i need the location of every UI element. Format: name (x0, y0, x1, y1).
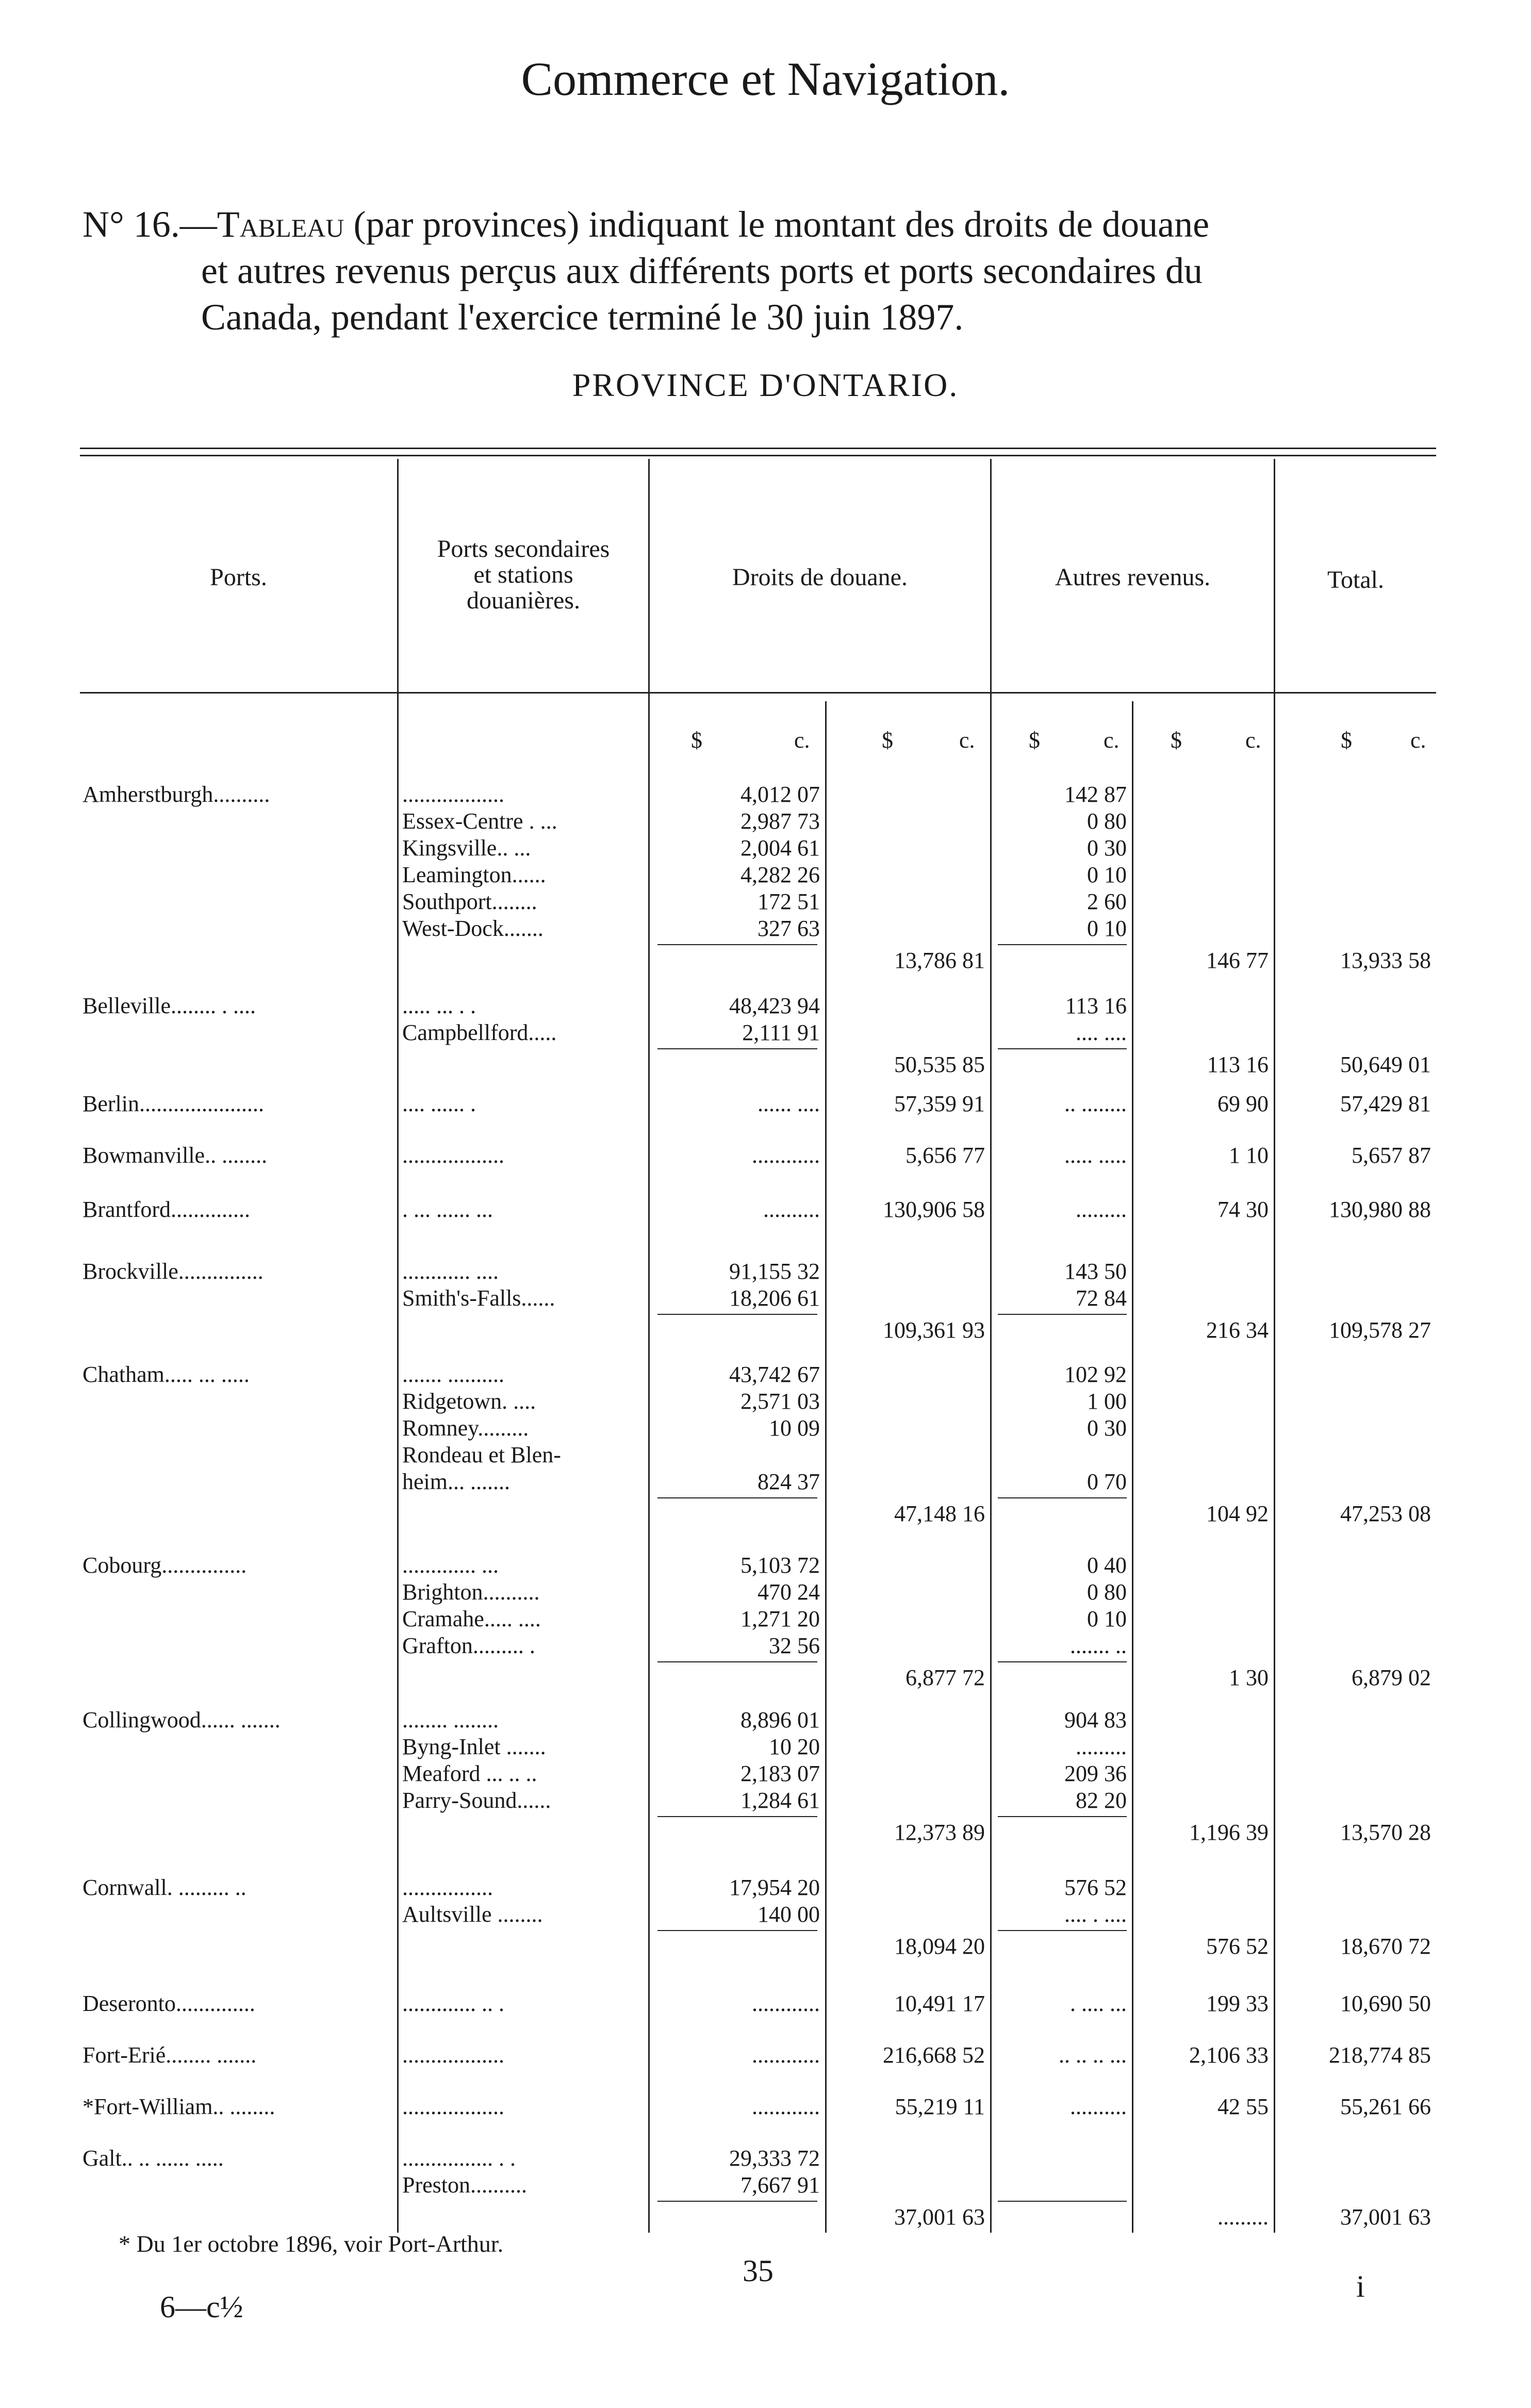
customs-total: 37,001 63 (894, 2204, 985, 2230)
unit-dollar-customs: $ (691, 728, 702, 753)
customs-total: 47,148 16 (894, 1501, 985, 1526)
table-caption (83, 201, 1444, 340)
grand-total: 13,933 58 (1340, 948, 1431, 973)
other-value: 576 52 (1064, 1875, 1127, 1900)
other-value: 142 87 (1064, 782, 1127, 807)
other-value: 0 10 (1087, 1606, 1127, 1631)
customs-value: ............ (752, 1991, 820, 2016)
other-value: 0 80 (1087, 1579, 1127, 1605)
page-title: Commerce et Navigation. (521, 53, 1010, 105)
col-divider-customs (990, 459, 992, 2233)
customs-total: 50,535 85 (894, 1052, 985, 1077)
customs-value: 91,155 32 (729, 1259, 820, 1284)
secondary-port-name: ..... ... . . (402, 993, 476, 1018)
other-value: 72 84 (1076, 1285, 1127, 1311)
grand-total: 13,570 28 (1340, 1820, 1431, 1845)
customs-total: 10,491 17 (894, 1991, 985, 2016)
grand-total: 50,649 01 (1340, 1052, 1431, 1077)
customs-value: .......... (763, 1197, 820, 1222)
secondary-port-name: Preston.......... (402, 2172, 527, 2198)
grand-total: 57,429 81 (1340, 1091, 1431, 1116)
other-total: 576 52 (1206, 1934, 1269, 1959)
port-name: Collingwood...... ....... (83, 1707, 281, 1733)
customs-value: 7,667 91 (740, 2172, 820, 2198)
customs-total: 109,361 93 (883, 1317, 985, 1343)
other-subtotal-rule (998, 1930, 1127, 1931)
customs-total: 18,094 20 (894, 1934, 985, 1959)
table-word: Tableau (217, 204, 344, 245)
port-name: Deseronto.............. (83, 1991, 255, 2016)
secondary-port-name: .................. (402, 782, 504, 807)
customs-subtotal-rule (657, 2201, 817, 2202)
port-name: Cobourg............... (83, 1553, 247, 1578)
other-total: 1,196 39 (1189, 1820, 1269, 1845)
other-value: 2 60 (1087, 889, 1127, 914)
col-header-secondary-line1: Ports secondaires (437, 535, 610, 563)
col-header-customs: Droits de douane. (732, 564, 908, 591)
unit-dollar-customs-total: $ (882, 728, 893, 753)
other-value: 0 10 (1087, 916, 1127, 941)
col-header-secondary-line3: douanières. (467, 587, 580, 614)
other-value: 82 20 (1076, 1788, 1127, 1813)
secondary-port-name: Meaford ... .. .. (402, 1761, 537, 1786)
customs-subtotal-rule (657, 1930, 817, 1931)
other-value: 1 00 (1087, 1389, 1127, 1414)
unit-cent-customs: c. (794, 728, 810, 753)
other-value: .... . .... (1064, 1902, 1127, 1927)
customs-value: 1,271 20 (740, 1606, 820, 1631)
grand-total: 47,253 08 (1340, 1501, 1431, 1526)
col-header-ports: Ports. (210, 564, 267, 591)
secondary-port-name: Parry-Sound...... (402, 1788, 551, 1813)
other-value: .. ........ (1064, 1091, 1127, 1116)
other-total: 113 16 (1207, 1052, 1269, 1077)
col-divider-customs-sub (825, 701, 827, 2233)
customs-total: 55,219 11 (895, 2094, 985, 2119)
col-header-secondary-line2: et stations (473, 561, 573, 588)
other-value: 0 10 (1087, 862, 1127, 887)
port-name: Bowmanville.. ........ (83, 1143, 268, 1168)
grand-total: 10,690 50 (1340, 1991, 1431, 2016)
caption-line-3: Canada, pendant l'exercice terminé le 30 juin 1897. (201, 296, 964, 338)
port-name: Belleville........ . .... (83, 993, 256, 1018)
secondary-port-name: .................. (402, 2042, 504, 2068)
other-subtotal-rule (998, 1816, 1127, 1817)
other-subtotal-rule (998, 2201, 1127, 2202)
port-name: Cornwall. ......... .. (83, 1875, 246, 1900)
port-name: Brockville............... (83, 1259, 264, 1284)
col-header-secondary (399, 536, 648, 614)
secondary-port-name: .................. (402, 1143, 504, 1168)
customs-subtotal-rule (657, 1661, 817, 1662)
customs-value: 10 09 (769, 1415, 820, 1441)
grand-total: 55,261 66 (1340, 2094, 1431, 2119)
customs-subtotal-rule (657, 1816, 817, 1817)
customs-value: 2,987 73 (740, 809, 820, 834)
other-subtotal-rule (998, 1497, 1127, 1498)
port-name: Berlin...................... (83, 1091, 264, 1116)
unit-cent-total: c. (1410, 728, 1426, 753)
col-divider-ports (397, 459, 399, 2233)
secondary-port-name: ............. ... (402, 1553, 499, 1578)
table-top-rule-2 (80, 455, 1436, 456)
other-value: 102 92 (1064, 1362, 1127, 1387)
col-divider-other (1274, 459, 1275, 2233)
secondary-port-name: Kingsville.. ... (402, 835, 531, 861)
province-heading: PROVINCE D'ONTARIO. (572, 367, 959, 403)
col-divider-secondary (648, 459, 650, 2233)
customs-total: 216,668 52 (883, 2042, 985, 2068)
unit-cent-other-total: c. (1245, 728, 1261, 753)
customs-value: 29,333 72 (729, 2146, 820, 2171)
secondary-port-name: heim... ....... (402, 1469, 510, 1494)
customs-value: 48,423 94 (729, 993, 820, 1018)
other-total: 104 92 (1206, 1501, 1269, 1526)
secondary-port-name: Ridgetown. .... (402, 1389, 536, 1414)
other-value: ....... .. (1070, 1633, 1127, 1658)
secondary-port-name: . ... ...... ... (402, 1197, 493, 1222)
secondary-port-name: ................ . . (402, 2146, 516, 2171)
other-value: ..... ..... (1064, 1143, 1127, 1168)
secondary-port-name: West-Dock....... (402, 916, 544, 941)
caption-line-2: et autres revenus perçus aux différents ports et ports secondaires du (201, 250, 1203, 291)
other-subtotal-rule (998, 1661, 1127, 1662)
grand-total: 130,980 88 (1329, 1197, 1431, 1222)
other-total: 74 30 (1217, 1197, 1269, 1222)
customs-value: 4,282 26 (740, 862, 820, 887)
customs-value: 8,896 01 (740, 1707, 820, 1733)
other-value: .. .. .. ... (1059, 2042, 1127, 2068)
other-value: 904 83 (1064, 1707, 1127, 1733)
customs-value: ...... .... (758, 1091, 820, 1116)
secondary-port-name: ....... .......... (402, 1362, 504, 1387)
secondary-port-name: .... ...... . (402, 1091, 476, 1116)
port-name: Amherstburgh.......... (83, 782, 270, 807)
grand-total: 18,670 72 (1340, 1934, 1431, 1959)
other-total: 2,106 33 (1189, 2042, 1269, 2068)
customs-value: 2,004 61 (740, 835, 820, 861)
other-value: .......... (1070, 2094, 1127, 2119)
right-margin-mark: i (1356, 2269, 1365, 2303)
secondary-port-name: Romney......... (402, 1415, 529, 1441)
customs-value: 10 20 (769, 1734, 820, 1759)
other-total: 1 10 (1229, 1143, 1269, 1168)
other-value: . .... ... (1070, 1991, 1127, 2016)
port-name: *Fort-William.. ........ (83, 2094, 275, 2119)
other-value: 113 16 (1065, 993, 1127, 1018)
other-total: 199 33 (1206, 1991, 1269, 2016)
other-value: 0 80 (1087, 809, 1127, 834)
customs-subtotal-rule (657, 1314, 817, 1315)
secondary-port-name: ............ .... (402, 1259, 499, 1284)
grand-total: 218,774 85 (1329, 2042, 1431, 2068)
secondary-port-name: Essex-Centre . ... (402, 809, 557, 834)
customs-value: 4,012 07 (740, 782, 820, 807)
port-name: Brantford.............. (83, 1197, 251, 1222)
col-divider-other-sub (1132, 701, 1133, 2233)
table-number: N° 16.— (83, 204, 217, 245)
secondary-port-name: Grafton......... . (402, 1633, 535, 1658)
other-total: 42 55 (1217, 2094, 1269, 2119)
customs-value: 470 24 (758, 1579, 820, 1605)
customs-value: ............ (752, 1143, 820, 1168)
customs-value: ............ (752, 2094, 820, 2119)
customs-total: 57,359 91 (894, 1091, 985, 1116)
secondary-port-name: ........ ........ (402, 1707, 499, 1733)
other-total: 1 30 (1229, 1665, 1269, 1690)
customs-value: 824 37 (758, 1469, 820, 1494)
unit-dollar-other-total: $ (1171, 728, 1182, 753)
customs-value: 172 51 (758, 889, 820, 914)
customs-total: 5,656 77 (906, 1143, 985, 1168)
customs-value: ............ (752, 2042, 820, 2068)
other-value: ......... (1076, 1197, 1127, 1222)
other-value: 143 50 (1064, 1259, 1127, 1284)
table-top-rule-1 (80, 448, 1436, 449)
unit-dollar-total: $ (1341, 728, 1352, 753)
other-subtotal-rule (998, 1048, 1127, 1049)
customs-value: 32 56 (769, 1633, 820, 1658)
other-value: ......... (1076, 1734, 1127, 1759)
other-total: 216 34 (1206, 1317, 1269, 1343)
secondary-port-name: Smith's-Falls...... (402, 1285, 555, 1311)
header-bottom-rule (80, 692, 1436, 694)
other-total: ......... (1217, 2204, 1269, 2230)
secondary-port-name: Brighton.......... (402, 1579, 540, 1605)
page-number: 35 (743, 2254, 773, 2288)
grand-total: 109,578 27 (1329, 1317, 1431, 1343)
customs-value: 17,954 20 (729, 1875, 820, 1900)
secondary-port-name: Leamington...... (402, 862, 546, 887)
other-subtotal-rule (998, 944, 1127, 945)
customs-value: 140 00 (758, 1902, 820, 1927)
customs-total: 130,906 58 (883, 1197, 985, 1222)
customs-value: 5,103 72 (740, 1553, 820, 1578)
customs-subtotal-rule (657, 1048, 817, 1049)
other-value: 209 36 (1064, 1761, 1127, 1786)
customs-value: 2,183 07 (740, 1761, 820, 1786)
customs-value: 2,571 03 (740, 1389, 820, 1414)
col-header-total: Total. (1327, 566, 1384, 593)
customs-total: 13,786 81 (894, 948, 985, 973)
port-name: Fort-Erié........ ....... (83, 2042, 257, 2068)
other-subtotal-rule (998, 1314, 1127, 1315)
customs-total: 12,373 89 (894, 1820, 985, 1845)
customs-value: 1,284 61 (740, 1788, 820, 1813)
customs-subtotal-rule (657, 1497, 817, 1498)
secondary-port-name: Aultsville ........ (402, 1902, 543, 1927)
customs-value: 43,742 67 (729, 1362, 820, 1387)
secondary-port-name: Rondeau et Blen- (402, 1442, 561, 1467)
other-total: 146 77 (1206, 948, 1269, 973)
secondary-port-name: ............. .. . (402, 1991, 504, 2016)
customs-total: 6,877 72 (906, 1665, 985, 1690)
secondary-port-name: ................ (402, 1875, 493, 1900)
grand-total: 5,657 87 (1352, 1143, 1431, 1168)
unit-cent-other: c. (1104, 728, 1120, 753)
caption-line-1 (83, 201, 1444, 248)
unit-dollar-other: $ (1029, 728, 1040, 753)
secondary-port-name: .................. (402, 2094, 504, 2119)
caption-text-1: (par provinces) indiquant le montant des droits de douane (353, 204, 1210, 245)
port-name: Chatham..... ... ..... (83, 1362, 250, 1387)
unit-cent-customs-total: c. (959, 728, 975, 753)
grand-total: 6,879 02 (1352, 1665, 1431, 1690)
customs-subtotal-rule (657, 944, 817, 945)
other-value: 0 30 (1087, 835, 1127, 861)
secondary-port-name: Southport........ (402, 889, 537, 914)
secondary-port-name: Byng-Inlet ....... (402, 1734, 546, 1759)
customs-value: 18,206 61 (729, 1285, 820, 1311)
port-name: Galt.. .. ...... ..... (83, 2146, 224, 2171)
other-value: .... .... (1076, 1020, 1127, 1045)
footnote-text: * Du 1er octobre 1896, voir Port-Arthur. (119, 2231, 504, 2257)
secondary-port-name: Campbellford..... (402, 1020, 557, 1045)
other-value: 0 40 (1087, 1553, 1127, 1578)
customs-value: 2,111 91 (742, 1020, 820, 1045)
customs-value: 327 63 (758, 916, 820, 941)
printer-signature: 6—c½ (160, 2290, 243, 2324)
secondary-port-name: Cramahe..... .... (402, 1606, 541, 1631)
other-value: 0 30 (1087, 1415, 1127, 1441)
col-header-other: Autres revenus. (1055, 564, 1211, 591)
footnote (119, 2230, 503, 2257)
grand-total: 37,001 63 (1340, 2204, 1431, 2230)
other-total: 69 90 (1217, 1091, 1269, 1116)
other-value: 0 70 (1087, 1469, 1127, 1494)
